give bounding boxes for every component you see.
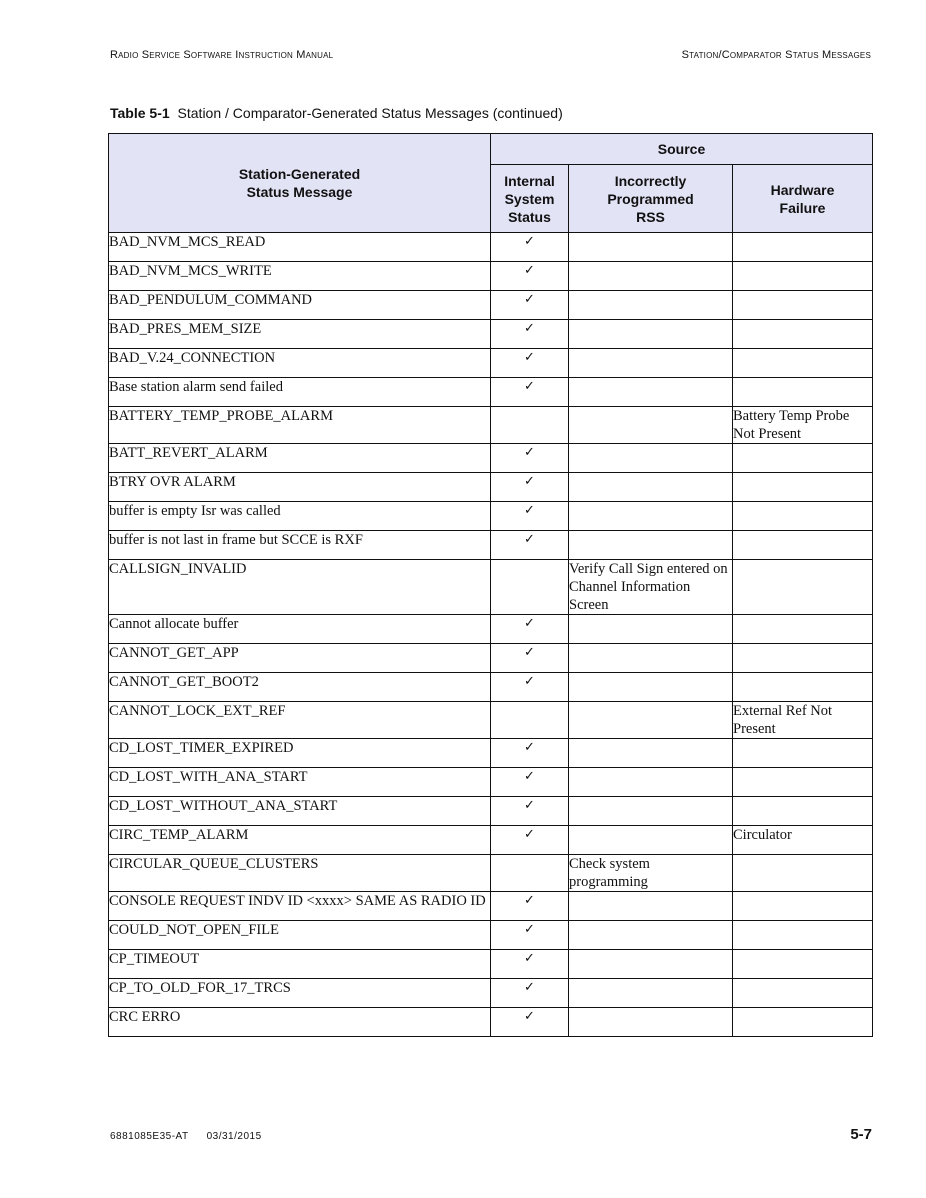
- internal-status-cell: ✓: [491, 262, 569, 291]
- running-header-right-text: Station/Comparator Status Messages: [681, 49, 871, 61]
- internal-status-cell: [491, 855, 569, 892]
- hardware-cell: [733, 262, 873, 291]
- status-message-cell: CONSOLE REQUEST INDV ID <xxxx> SAME AS RADIO ID: [109, 892, 491, 921]
- internal-status-cell: ✓: [491, 349, 569, 378]
- status-messages-table: [108, 133, 873, 1037]
- running-header-left-text: Radio Service Software Instruction Manual: [110, 49, 334, 61]
- internal-status-cell: ✓: [491, 320, 569, 349]
- hardware-cell: [733, 739, 873, 768]
- rss-cell: [569, 262, 733, 291]
- table-row: [109, 979, 873, 1008]
- column-header-hardware: [733, 165, 873, 233]
- hardware-cell: [733, 921, 873, 950]
- running-header-left: [110, 49, 333, 61]
- hardware-cell: [733, 291, 873, 320]
- column-header-hardware-text: Hardware Failure: [770, 181, 835, 216]
- table-caption-label: Table 5-1: [110, 105, 170, 121]
- rss-cell: [569, 950, 733, 979]
- internal-status-cell: ✓: [491, 502, 569, 531]
- rss-cell: [569, 797, 733, 826]
- hardware-cell: [733, 979, 873, 1008]
- hardware-cell: [733, 560, 873, 615]
- running-header-right: [682, 49, 871, 61]
- rss-cell: [569, 826, 733, 855]
- status-message-cell: CD_LOST_WITHOUT_ANA_START: [109, 797, 491, 826]
- status-message-cell: CD_LOST_TIMER_EXPIRED: [109, 739, 491, 768]
- column-header-internal-text: Internal System Status: [504, 172, 555, 225]
- column-header-message: [109, 134, 491, 233]
- hardware-cell: [733, 644, 873, 673]
- footer-date: 03/31/2015: [206, 1131, 262, 1142]
- status-message-cell: Base station alarm send failed: [109, 378, 491, 407]
- table-row: [109, 407, 873, 444]
- column-header-message-text: Station-Generated Status Message: [238, 166, 361, 200]
- status-message-cell: BTRY OVR ALARM: [109, 473, 491, 502]
- rss-cell: [569, 768, 733, 797]
- rss-cell: [569, 502, 733, 531]
- rss-cell: [569, 615, 733, 644]
- internal-status-cell: ✓: [491, 473, 569, 502]
- table-row: [109, 768, 873, 797]
- rss-cell: [569, 407, 733, 444]
- hardware-cell: [733, 950, 873, 979]
- table-row: [109, 320, 873, 349]
- status-message-cell: CD_LOST_WITH_ANA_START: [109, 768, 491, 797]
- rss-cell: [569, 921, 733, 950]
- table-row: [109, 378, 873, 407]
- table-row: [109, 644, 873, 673]
- table-row: [109, 892, 873, 921]
- internal-status-cell: ✓: [491, 979, 569, 1008]
- hardware-cell: External Ref Not Present: [733, 702, 873, 739]
- hardware-cell: [733, 768, 873, 797]
- table-row: [109, 1008, 873, 1037]
- status-message-cell: CIRC_TEMP_ALARM: [109, 826, 491, 855]
- status-message-cell: buffer is not last in frame but SCCE is RXF: [109, 531, 491, 560]
- table-body: [109, 233, 873, 1037]
- rss-cell: Verify Call Sign entered on Channel Information Screen: [569, 560, 733, 615]
- table-caption-title: Station / Comparator-Generated Status Messages (continued): [177, 105, 563, 121]
- internal-status-cell: ✓: [491, 291, 569, 320]
- hardware-cell: [733, 320, 873, 349]
- internal-status-cell: [491, 702, 569, 739]
- table-row: [109, 233, 873, 262]
- table-row: [109, 560, 873, 615]
- hardware-cell: [733, 349, 873, 378]
- internal-status-cell: ✓: [491, 739, 569, 768]
- table-row: [109, 797, 873, 826]
- status-message-cell: BATT_REVERT_ALARM: [109, 444, 491, 473]
- table-row: [109, 444, 873, 473]
- table-row: [109, 855, 873, 892]
- table-row: [109, 531, 873, 560]
- internal-status-cell: ✓: [491, 921, 569, 950]
- hardware-cell: [733, 855, 873, 892]
- rss-cell: [569, 531, 733, 560]
- rss-cell: [569, 444, 733, 473]
- status-message-cell: CP_TIMEOUT: [109, 950, 491, 979]
- rss-cell: [569, 673, 733, 702]
- internal-status-cell: ✓: [491, 531, 569, 560]
- hardware-cell: [733, 444, 873, 473]
- footer-doc-info: [110, 1131, 280, 1142]
- table-row: [109, 502, 873, 531]
- hardware-cell: Circulator: [733, 826, 873, 855]
- status-message-cell: BAD_V.24_CONNECTION: [109, 349, 491, 378]
- column-header-internal: [491, 165, 569, 233]
- table-row: [109, 950, 873, 979]
- internal-status-cell: ✓: [491, 444, 569, 473]
- table-row: [109, 473, 873, 502]
- rss-cell: [569, 702, 733, 739]
- status-message-cell: BAD_PENDULUM_COMMAND: [109, 291, 491, 320]
- rss-cell: [569, 291, 733, 320]
- status-message-cell: CANNOT_GET_BOOT2: [109, 673, 491, 702]
- table-row: [109, 921, 873, 950]
- page-number: 5-7: [850, 1126, 872, 1143]
- internal-status-cell: ✓: [491, 378, 569, 407]
- status-message-cell: BAD_NVM_MCS_WRITE: [109, 262, 491, 291]
- rss-cell: [569, 979, 733, 1008]
- status-message-cell: COULD_NOT_OPEN_FILE: [109, 921, 491, 950]
- internal-status-cell: ✓: [491, 233, 569, 262]
- rss-cell: Check system programming: [569, 855, 733, 892]
- status-message-cell: CANNOT_LOCK_EXT_REF: [109, 702, 491, 739]
- status-message-cell: CP_TO_OLD_FOR_17_TRCS: [109, 979, 491, 1008]
- column-header-rss-text: Incorrectly Programmed RSS: [607, 172, 694, 225]
- hardware-cell: [733, 673, 873, 702]
- rss-cell: [569, 349, 733, 378]
- internal-status-cell: ✓: [491, 644, 569, 673]
- hardware-cell: Battery Temp Probe Not Present: [733, 407, 873, 444]
- status-message-cell: BAD_PRES_MEM_SIZE: [109, 320, 491, 349]
- rss-cell: [569, 473, 733, 502]
- table-row: [109, 349, 873, 378]
- rss-cell: [569, 892, 733, 921]
- hardware-cell: [733, 473, 873, 502]
- status-message-cell: BATTERY_TEMP_PROBE_ALARM: [109, 407, 491, 444]
- internal-status-cell: ✓: [491, 673, 569, 702]
- rss-cell: [569, 233, 733, 262]
- hardware-cell: [733, 615, 873, 644]
- hardware-cell: [733, 797, 873, 826]
- status-message-cell: buffer is empty Isr was called: [109, 502, 491, 531]
- hardware-cell: [733, 892, 873, 921]
- status-message-cell: CANNOT_GET_APP: [109, 644, 491, 673]
- table-row: [109, 615, 873, 644]
- table-row: [109, 673, 873, 702]
- footer-doc-number: 6881085E35-AT: [110, 1131, 189, 1142]
- rss-cell: [569, 644, 733, 673]
- column-header-rss: [569, 165, 733, 233]
- internal-status-cell: ✓: [491, 892, 569, 921]
- rss-cell: [569, 739, 733, 768]
- hardware-cell: [733, 378, 873, 407]
- table-row: [109, 291, 873, 320]
- status-message-cell: CALLSIGN_INVALID: [109, 560, 491, 615]
- status-message-cell: CRC ERRO: [109, 1008, 491, 1037]
- hardware-cell: [733, 233, 873, 262]
- table-caption: [110, 105, 563, 121]
- internal-status-cell: ✓: [491, 826, 569, 855]
- internal-status-cell: [491, 560, 569, 615]
- internal-status-cell: ✓: [491, 615, 569, 644]
- table-row: [109, 702, 873, 739]
- rss-cell: [569, 320, 733, 349]
- internal-status-cell: ✓: [491, 768, 569, 797]
- rss-cell: [569, 378, 733, 407]
- internal-status-cell: ✓: [491, 950, 569, 979]
- internal-status-cell: [491, 407, 569, 444]
- hardware-cell: [733, 531, 873, 560]
- internal-status-cell: ✓: [491, 1008, 569, 1037]
- hardware-cell: [733, 1008, 873, 1037]
- table-row: [109, 739, 873, 768]
- internal-status-cell: ✓: [491, 797, 569, 826]
- table-row: [109, 826, 873, 855]
- rss-cell: [569, 1008, 733, 1037]
- status-message-cell: CIRCULAR_QUEUE_CLUSTERS: [109, 855, 491, 892]
- status-message-cell: Cannot allocate buffer: [109, 615, 491, 644]
- table-row: [109, 262, 873, 291]
- status-message-cell: BAD_NVM_MCS_READ: [109, 233, 491, 262]
- column-header-source: Source: [491, 134, 873, 165]
- hardware-cell: [733, 502, 873, 531]
